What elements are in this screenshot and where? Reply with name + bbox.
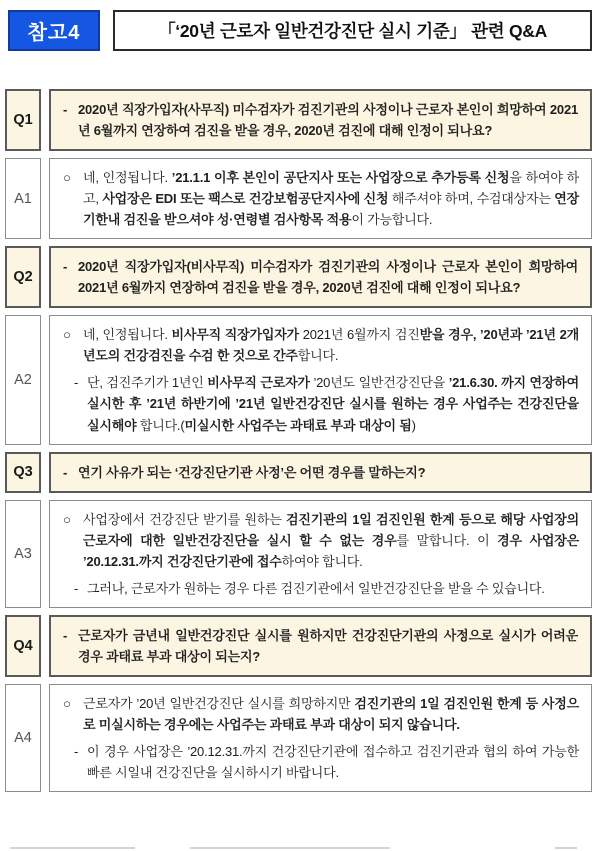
bullet-marker: ○ <box>63 327 71 343</box>
qa-text-segment: 2020년 직장가입자(사무직) 미수검자가 검진기관의 사정이나 근로자 본인이 희망하여 2021년 6월까지 연장하여 검진을 받을 경우, 2020년 검진에 대해 인정이 되나요? <box>78 102 578 139</box>
qa-paragraph <box>61 256 578 298</box>
bullet-marker: ○ <box>63 511 71 527</box>
qa-label-q4: Q4 <box>5 615 41 677</box>
qa-text-segment: 연장기한내 검진을 받으셔야 성·연령별 검사항목 적용 <box>83 191 579 228</box>
qa-content <box>49 158 592 239</box>
qa-row-a1 <box>5 158 592 239</box>
qa-paragraph <box>60 693 579 735</box>
bullet-marker: - <box>74 580 79 596</box>
qa-row-q4 <box>5 615 592 677</box>
qa-text-segment: 연기 사유가 되는 ‘건강진단기관 사정’은 어떤 경우를 말하는지? <box>78 464 426 480</box>
qa-content <box>49 315 592 444</box>
qa-text-segment: 이 가능합니다. <box>351 212 433 228</box>
qa-text-segment: 해주셔야 하며, 수검대상자는 <box>388 191 555 207</box>
qa-text-segment: 2020년 직장가입자(비사무직) 미수검자가 검진기관의 사정이나 근로자 본인이 희망하여 2021년 6월까지 연장하여 검진을 받을 경우, 2020년 검진에 대해 인정이 되나요? <box>78 259 578 296</box>
qa-text-segment: 비사무직 근로자가 <box>207 375 310 391</box>
qa-label-a3: A3 <box>5 500 41 608</box>
qa-paragraph <box>74 578 579 599</box>
qa-text-segment: 검진기관의 1일 검진인원 한계 등으로 해당 사업장의 근로자에 대한 일반건강진단을 실시 할 수 없는 경우 <box>83 511 579 548</box>
bleed-fragment <box>555 847 577 849</box>
page-title: 「‘20년 근로자 일반건강진단 실시 기준」 관련 Q&A <box>158 21 547 41</box>
bullet-marker: - <box>74 375 79 391</box>
qa-text-segment: 2021년 6월까지 검진 <box>298 327 420 343</box>
qa-content <box>49 246 592 308</box>
qa-content <box>49 89 592 151</box>
qa-paragraph <box>60 324 579 366</box>
qa-text-segment: 미실시한 사업주는 과태료 부과 대상이 됨 <box>184 417 412 433</box>
qa-content <box>49 615 592 677</box>
bullet-marker: - <box>74 743 79 759</box>
qa-text-segment: 하여야 합니다. <box>281 553 363 569</box>
qa-paragraph <box>74 741 579 783</box>
bullet-marker: ○ <box>63 695 71 711</box>
qa-text-segment: 비사무직 직장가입자가 <box>171 327 299 343</box>
qa-text-segment: 네, 인정됩니다. <box>83 327 172 343</box>
qa-row-q1 <box>5 89 592 151</box>
bullet-marker: - <box>63 259 68 275</box>
qa-text-segment: 받을 경우, ’20년과 ’21년 2개년도의 건강검진을 수검 한 것으로 간주 <box>83 327 579 364</box>
qa-text-segment: 사업장에서 건강진단 받기를 원하는 <box>83 511 286 527</box>
qa-text-segment: 그러나, 근로자가 원하는 경우 다른 검진기관에서 일반건강진단을 받을 수 있습니다. <box>87 580 545 596</box>
qa-label-q2: Q2 <box>5 246 41 308</box>
qa-label-q3: Q3 <box>5 452 41 493</box>
bleed-fragment <box>190 847 390 849</box>
qa-label-a2: A2 <box>5 315 41 444</box>
qa-content <box>49 500 592 608</box>
qa-text-segment: 네, 인정됩니다. <box>83 170 172 186</box>
qa-text-segment: 합니다.( <box>136 417 185 433</box>
qa-content <box>49 684 592 792</box>
bullet-marker: ○ <box>63 170 71 186</box>
qa-list <box>5 89 592 792</box>
qa-label-a1: A1 <box>5 158 41 239</box>
qa-content <box>49 452 592 493</box>
qa-paragraph <box>74 372 579 435</box>
bullet-marker: - <box>63 102 68 117</box>
qa-text-segment: 근로자가 금년내 일반건강진단 실시를 원하지만 건강진단기관의 사정으로 실시가 어려운 경우 과태료 부과 대상이 되는지? <box>78 627 578 664</box>
document-header <box>8 10 592 51</box>
qa-paragraph <box>61 462 578 483</box>
qa-row-q2 <box>5 246 592 308</box>
qa-text-segment: 사업장은 EDI 또는 팩스로 건강보험공단지사에 신청 <box>102 191 389 207</box>
qa-text-segment: 를 말합니다. 이 <box>396 532 498 548</box>
page-bleed-fragments <box>0 847 600 850</box>
qa-text-segment: 단, 검진주기가 1년인 <box>87 375 208 391</box>
qa-text-segment: 근로자가 ’20년 일반건강진단 실시를 희망하지만 <box>83 695 355 711</box>
qa-paragraph <box>60 509 579 572</box>
bleed-fragment <box>10 847 135 849</box>
qa-text-segment: 경우 사업장은 ’20.12.31.까지 건강진단기관에 접수 <box>83 532 580 569</box>
qa-text-segment: ’21.1.1 이후 본인이 공단지사 또는 사업장으로 추가등록 신청 <box>171 170 510 186</box>
qa-row-q3 <box>5 452 592 493</box>
qa-text-segment: ) <box>411 417 416 433</box>
qa-paragraph <box>61 99 578 141</box>
qa-text-segment: 합니다. <box>297 348 339 364</box>
qa-row-a4 <box>5 684 592 792</box>
qa-text-segment: ’21.6.30. 까지 연장하여 실시한 후 ’21년 하반기에 ’21년 일반건강진단 실시를 원하는 경우 사업주는 건강진단을 실시해야 <box>87 375 579 433</box>
qa-text-segment: 이 경우 사업장은 ’20.12.31.까지 건강진단기관에 접수하고 검진기관과 협의 하여 가능한 빠른 시일내 건강진단을 실시하시기 바랍니다. <box>87 743 579 781</box>
bullet-marker: - <box>63 464 68 480</box>
qa-label-q1: Q1 <box>5 89 41 151</box>
qa-row-a3 <box>5 500 592 608</box>
qa-paragraph <box>61 625 578 667</box>
reference-badge: 참고4 <box>8 10 100 51</box>
qa-text-segment: 검진기관의 1일 검진인원 한계 등 사정으로 미실시하는 경우에는 사업주는 과태료 부과 대상이 되지 않습니다. <box>83 695 579 732</box>
bullet-marker: - <box>63 627 68 643</box>
qa-paragraph <box>60 167 579 230</box>
title-box <box>113 10 592 51</box>
qa-text-segment: ’20년도 일반건강진단을 <box>309 375 449 391</box>
qa-label-a4: A4 <box>5 684 41 792</box>
qa-text-segment: 을 하여야 하고, <box>83 170 579 207</box>
qa-row-a2 <box>5 315 592 444</box>
